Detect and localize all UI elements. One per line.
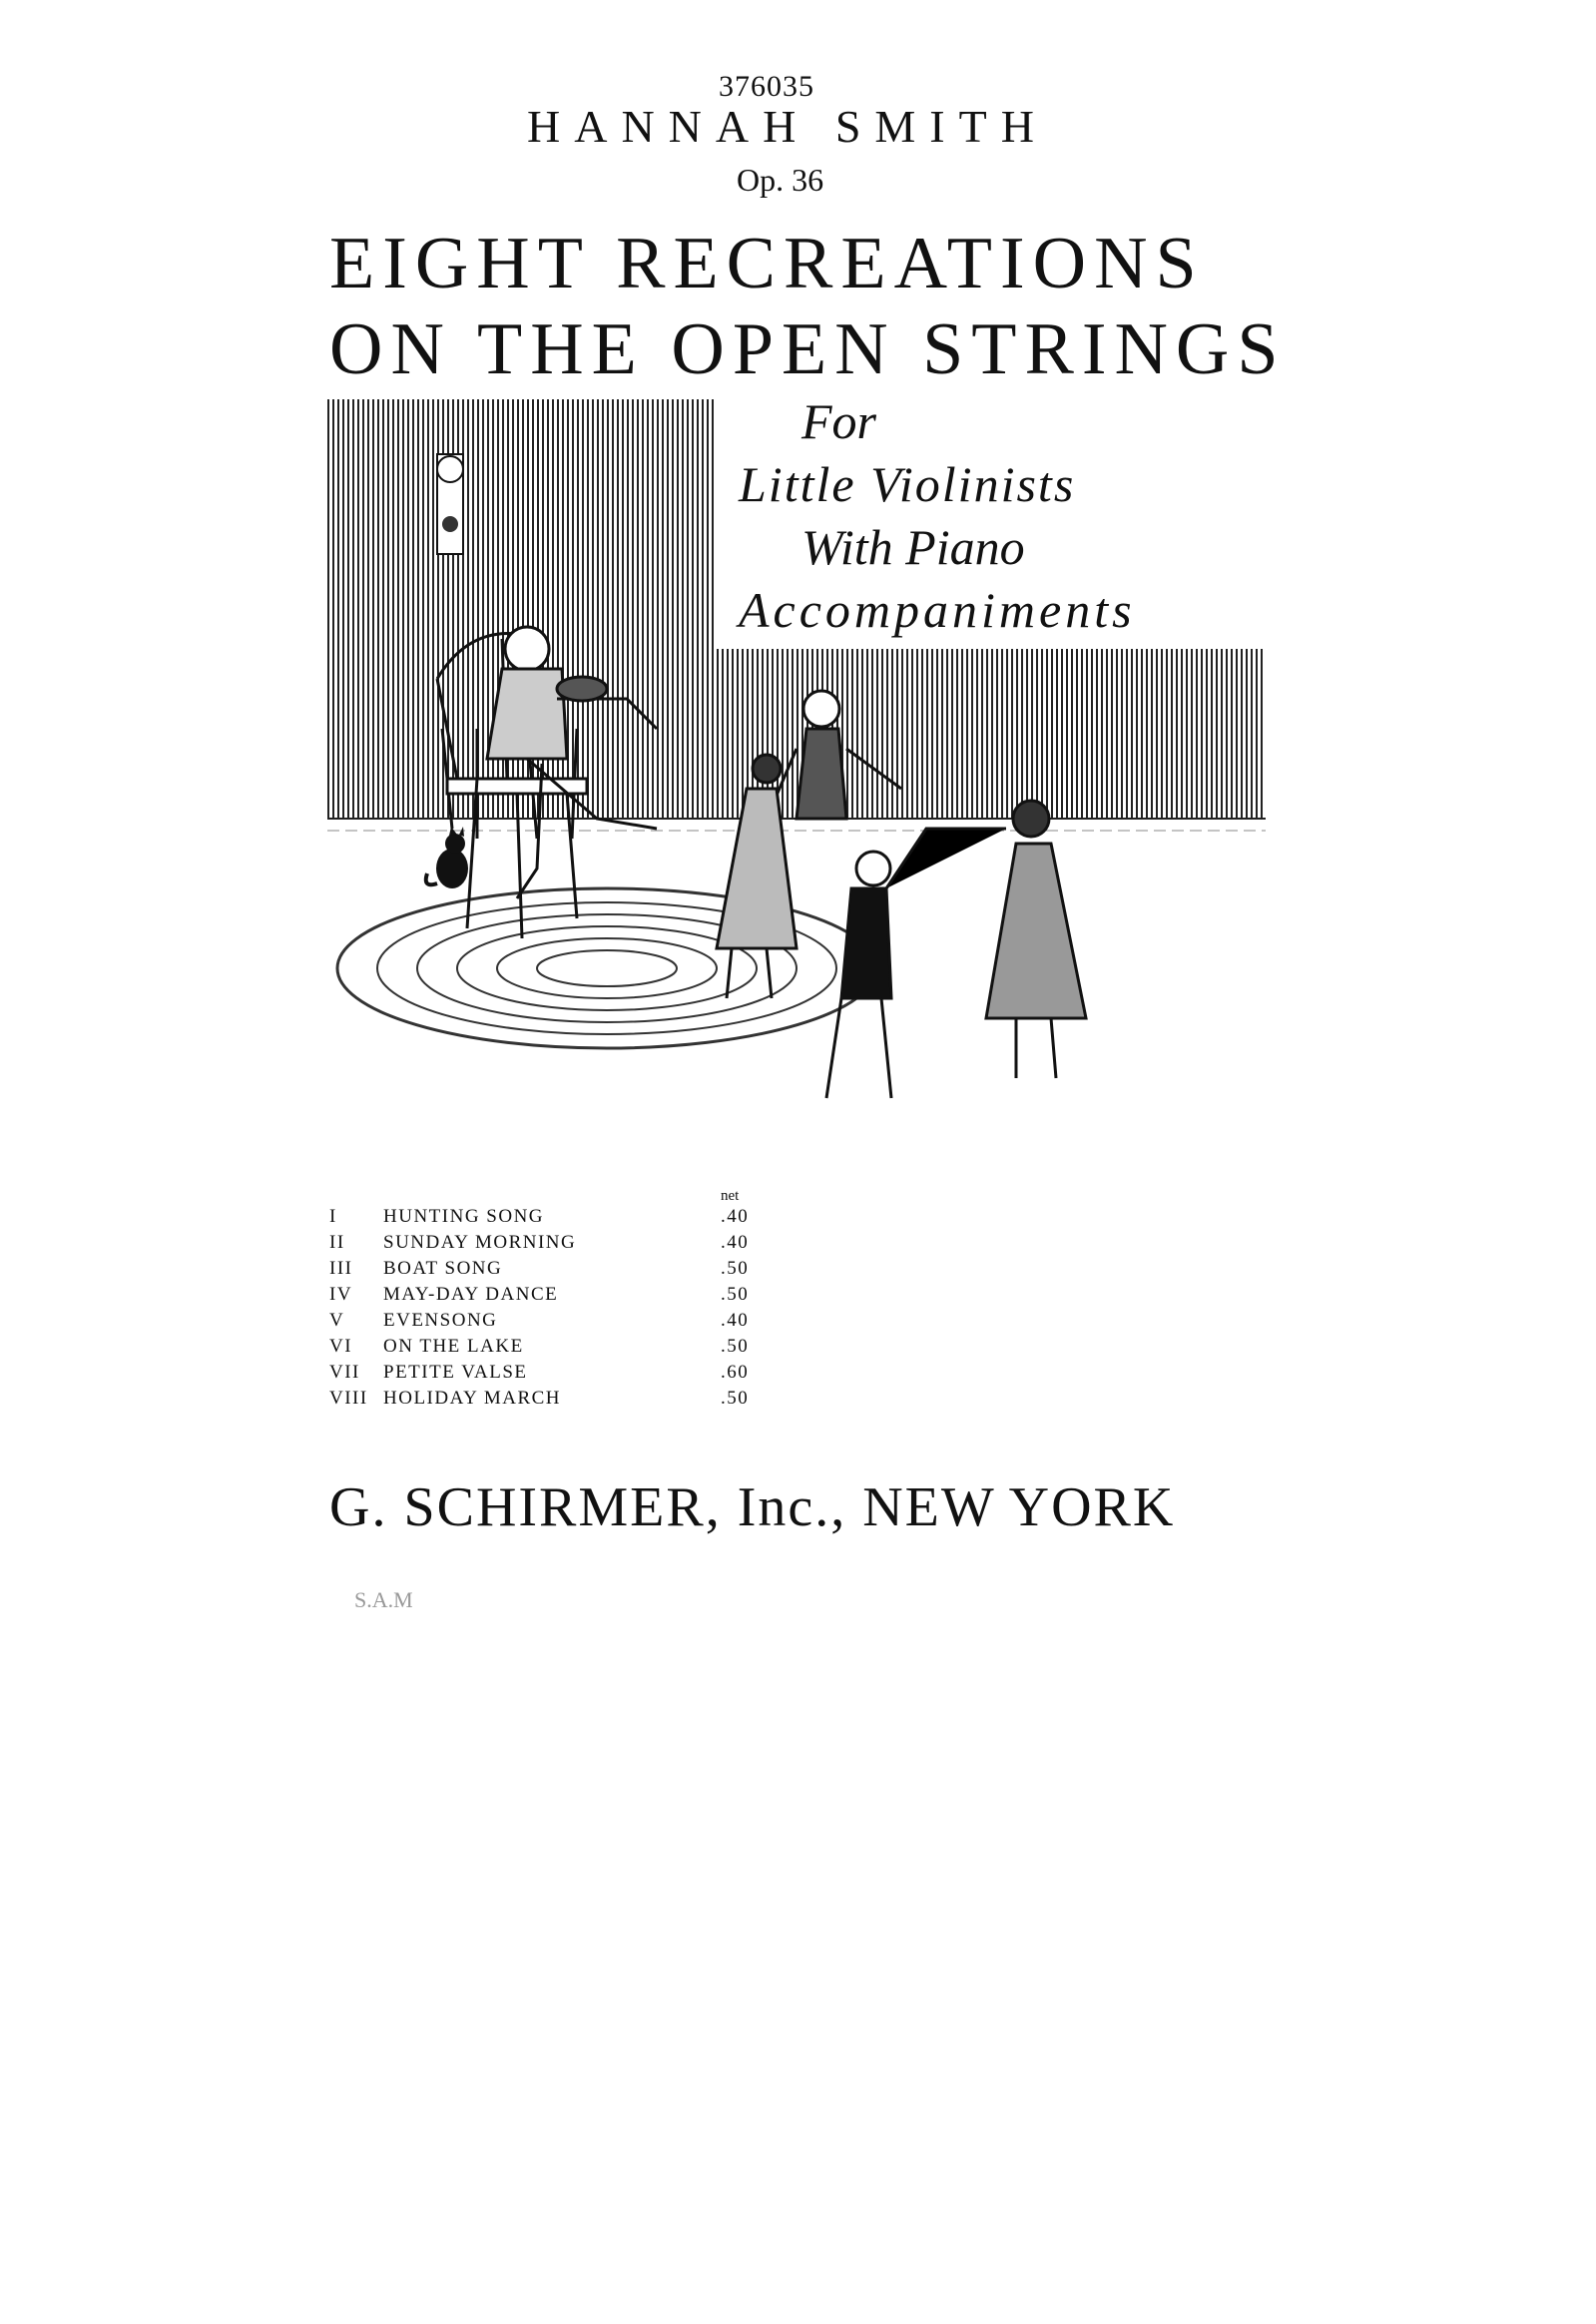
item-title: ON THE LAKE — [383, 1336, 524, 1357]
braided-rug — [337, 888, 876, 1048]
list-item — [329, 1362, 769, 1386]
price-header: net — [721, 1188, 740, 1204]
item-price: .40 — [721, 1206, 750, 1227]
composer-name: HANNAH SMITH — [527, 101, 1048, 152]
list-item — [329, 1310, 769, 1334]
catalog-number: 376035 — [719, 70, 814, 103]
subtitle-line-4: Accompaniments — [739, 582, 1136, 638]
wall-clock-icon — [437, 454, 463, 554]
item-numeral: III — [329, 1258, 353, 1279]
item-title: SUNDAY MORNING — [383, 1232, 577, 1253]
item-price: .40 — [721, 1232, 750, 1253]
subtitle-line-3: With Piano — [801, 519, 1025, 575]
item-price: .60 — [721, 1362, 750, 1383]
item-title: HUNTING SONG — [383, 1206, 545, 1227]
library-stamp: S.A.M — [354, 1587, 413, 1612]
title-line-1: EIGHT RECREATIONS — [329, 223, 1205, 304]
item-numeral: VII — [329, 1362, 360, 1383]
list-item — [329, 1284, 769, 1308]
list-item — [329, 1388, 769, 1412]
list-item — [329, 1232, 769, 1256]
item-numeral: VI — [329, 1336, 353, 1357]
item-title: BOAT SONG — [383, 1258, 503, 1279]
cover-illustration — [327, 399, 1266, 1188]
item-price: .50 — [721, 1388, 750, 1409]
item-title: PETITE VALSE — [383, 1362, 528, 1383]
item-title: HOLIDAY MARCH — [383, 1388, 562, 1409]
title-line-2: ON THE OPEN STRINGS — [329, 308, 1287, 390]
item-price: .40 — [721, 1310, 750, 1331]
item-numeral: IV — [329, 1284, 353, 1305]
subtitle-line-1: For — [801, 393, 876, 449]
item-numeral: II — [329, 1232, 345, 1253]
item-numeral: V — [329, 1310, 345, 1331]
item-price: .50 — [721, 1336, 750, 1357]
item-numeral: VIII — [329, 1388, 368, 1409]
opus-number: Op. 36 — [737, 162, 824, 198]
item-title: MAY-DAY DANCE — [383, 1284, 559, 1305]
list-item — [329, 1336, 769, 1360]
item-price: .50 — [721, 1284, 750, 1305]
item-numeral: I — [329, 1206, 337, 1227]
subtitle-line-2: Little Violinists — [739, 456, 1076, 512]
item-title: EVENSONG — [383, 1310, 498, 1331]
list-item — [329, 1206, 769, 1230]
publisher-name: G. SCHIRMER, Inc., NEW YORK — [329, 1476, 1176, 1538]
list-item — [329, 1258, 769, 1282]
cat-figure — [426, 827, 468, 888]
item-price: .50 — [721, 1258, 750, 1279]
